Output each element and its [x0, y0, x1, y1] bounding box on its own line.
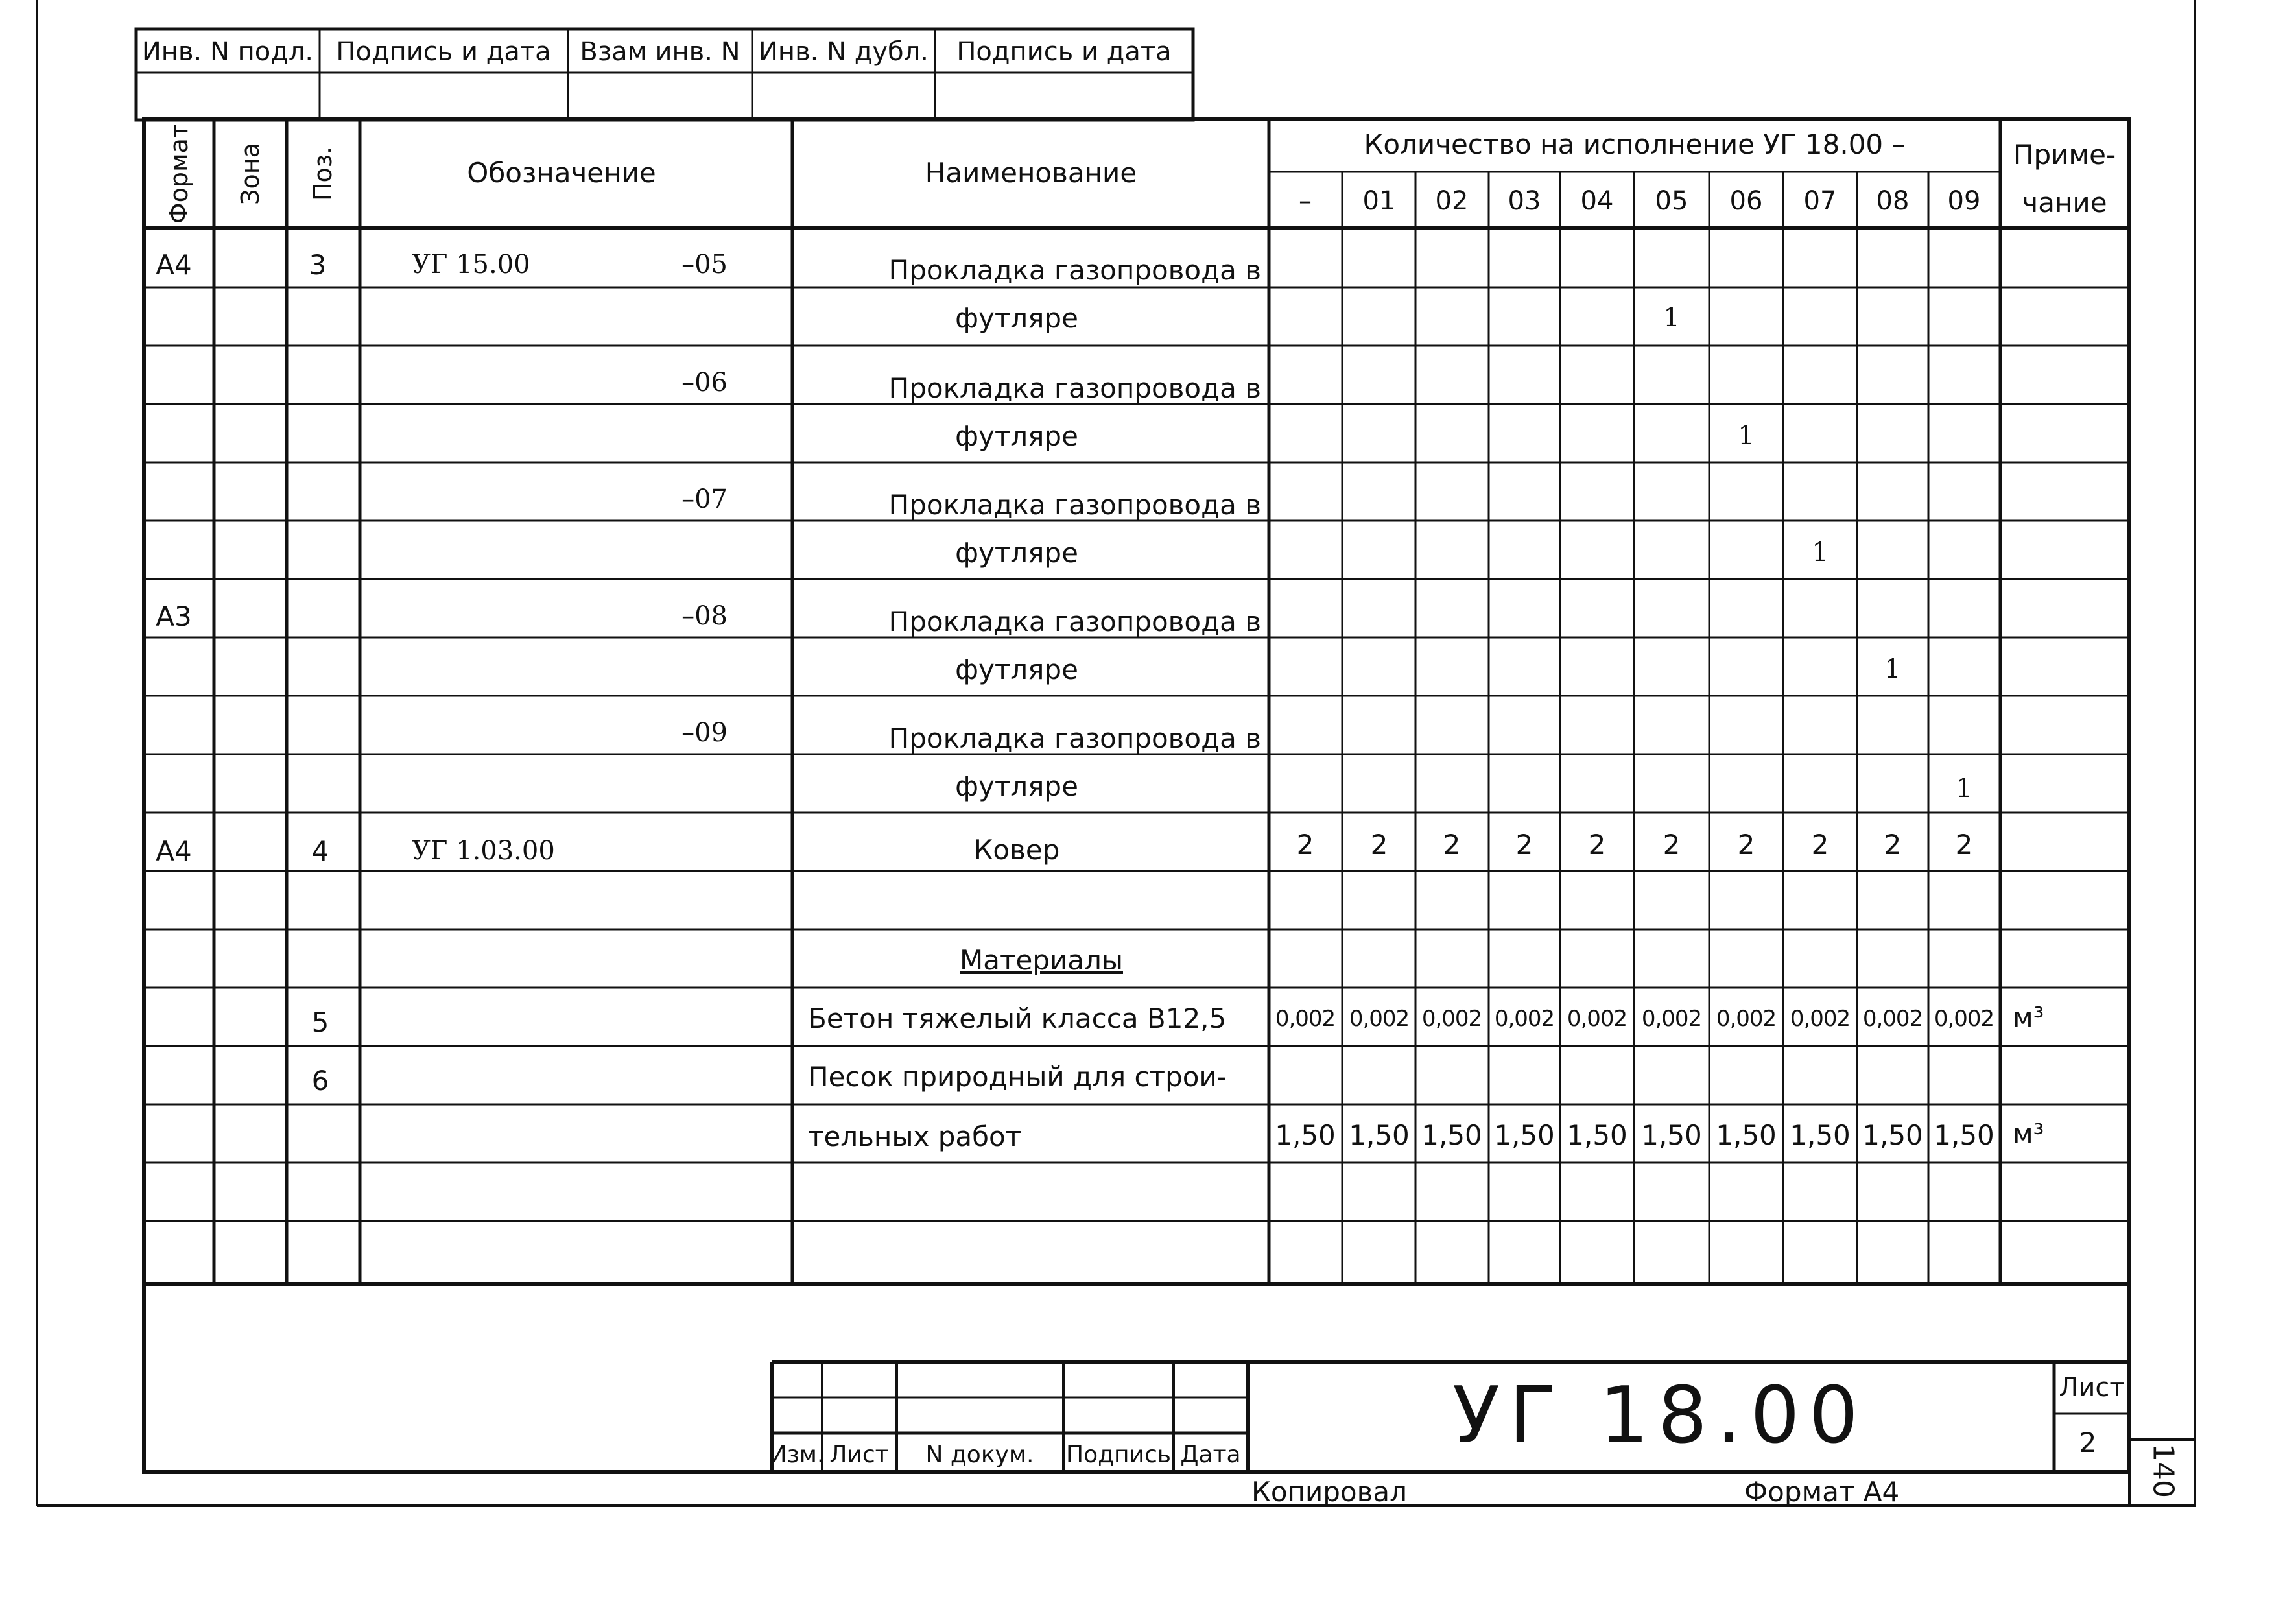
row14-qty-06: 0,002: [1716, 1006, 1777, 1032]
title-label-sheet: Лист: [829, 1442, 889, 1468]
sheet-label: Лист: [2059, 1373, 2125, 1403]
row16-qty-08: 1,50: [1862, 1119, 1923, 1151]
row9-name: Прокладка газопровода в: [888, 722, 1261, 754]
variant-07: 07: [1803, 186, 1837, 216]
row11-name: Ковер: [973, 834, 1060, 866]
row1-suffix: –05: [681, 250, 728, 279]
row6-name: футляре: [955, 537, 1078, 569]
row2-qty-05: 1: [1663, 303, 1680, 333]
variant-06: 06: [1729, 186, 1763, 216]
title-label-signature: Подпись: [1066, 1442, 1171, 1468]
row11-qty-09: 2: [1955, 829, 1973, 861]
row1-code: УГ 15.00: [412, 250, 530, 279]
row5-name: Прокладка газопровода в: [888, 489, 1261, 521]
row11-qty-05: 2: [1663, 829, 1681, 861]
row16-qty-06: 1,50: [1716, 1119, 1777, 1151]
row9-suffix: –09: [681, 718, 728, 748]
row11-qty-06: 2: [1737, 829, 1755, 861]
row14-qty-07: 0,002: [1790, 1006, 1851, 1032]
header-quantity: Количество на исполнение УГ 18.00 –: [1364, 128, 1906, 160]
title-label-change: Изм.: [769, 1442, 825, 1468]
title-label-doc-number: N докум.: [925, 1442, 1034, 1468]
variant-01: 01: [1362, 186, 1396, 216]
row5-suffix: –07: [681, 484, 728, 514]
header-zone: Зона: [236, 143, 265, 205]
row14-name: Бетон тяжелый класса В12,5: [808, 1003, 1227, 1034]
row1-position: 3: [309, 249, 327, 281]
row11-position: 4: [311, 835, 329, 867]
header-note-line2: чание: [2022, 187, 2107, 219]
row16-qty-base: 1,50: [1275, 1119, 1336, 1151]
row14-qty-09: 0,002: [1934, 1006, 1994, 1032]
stamp-signature-date-1: Подпись и дата: [336, 37, 551, 67]
row14-position: 5: [311, 1006, 329, 1038]
row4-qty-06: 1: [1738, 421, 1755, 451]
row16-qty-05: 1,50: [1641, 1119, 1702, 1151]
row7-name: Прокладка газопровода в: [888, 606, 1261, 637]
header-format: Формат: [165, 123, 193, 224]
row11-qty-07: 2: [1811, 829, 1829, 861]
row11-qty-08: 2: [1884, 829, 1902, 861]
header-name: Наименование: [925, 157, 1137, 189]
row3-name: Прокладка газопровода в: [888, 372, 1261, 404]
stamp-inv-duplicate: Инв. N дубл.: [759, 37, 929, 67]
row16-qty-03: 1,50: [1494, 1119, 1555, 1151]
row6-qty-07: 1: [1812, 538, 1829, 567]
row8-qty-08: 1: [1884, 654, 1901, 684]
footer-format: Формат А4: [1744, 1476, 1900, 1508]
page-number: 140: [2146, 1444, 2180, 1498]
row7-format: А3: [156, 600, 192, 632]
variant-03: 03: [1508, 186, 1541, 216]
row15-position: 6: [311, 1065, 329, 1097]
row1-name: Прокладка газопровода в: [888, 254, 1261, 286]
row4-name: футляре: [955, 420, 1078, 452]
row2-name: футляре: [955, 302, 1078, 334]
materials-heading: Материалы: [960, 944, 1123, 976]
variant-04: 04: [1580, 186, 1614, 216]
variant-base: –: [1299, 186, 1312, 216]
row16-qty-07: 1,50: [1790, 1119, 1851, 1151]
row7-suffix: –08: [681, 601, 728, 631]
variant-02: 02: [1435, 186, 1469, 216]
title-label-date: Дата: [1180, 1442, 1241, 1468]
row16-unit: м³: [2013, 1118, 2044, 1150]
stamp-signature-date-2: Подпись и дата: [956, 37, 1172, 67]
row3-suffix: –06: [681, 368, 728, 398]
variant-05: 05: [1655, 186, 1688, 216]
row11-code: УГ 1.03.00: [412, 836, 555, 866]
header-designation: Обозначение: [467, 157, 656, 189]
row15-name: Песок природный для строи-: [808, 1061, 1227, 1093]
row11-qty-03: 2: [1515, 829, 1533, 861]
row16-qty-09: 1,50: [1934, 1119, 1994, 1151]
variant-08: 08: [1876, 186, 1910, 216]
row14-qty-03: 0,002: [1494, 1006, 1555, 1032]
header-note-line1: Приме-: [2013, 139, 2116, 171]
row14-qty-base: 0,002: [1275, 1006, 1336, 1032]
row16-qty-04: 1,50: [1567, 1119, 1627, 1151]
row16-qty-02: 1,50: [1421, 1119, 1482, 1151]
row11-qty-base: 2: [1296, 829, 1314, 861]
stamp-replacement-inv: Взам инв. N: [580, 37, 740, 67]
row16-qty-01: 1,50: [1349, 1119, 1410, 1151]
row11-qty-04: 2: [1588, 829, 1606, 861]
row16-name: тельных работ: [808, 1121, 1022, 1152]
stamp-inv-original: Инв. N подл.: [141, 37, 314, 67]
header-position: Поз.: [309, 146, 337, 202]
row8-name: футляре: [955, 654, 1078, 685]
row14-qty-02: 0,002: [1421, 1006, 1482, 1032]
row10-name: футляре: [955, 770, 1078, 802]
row14-qty-05: 0,002: [1641, 1006, 1702, 1032]
row14-qty-04: 0,002: [1567, 1006, 1627, 1032]
row10-qty-09: 1: [1956, 774, 1972, 803]
footer-copied: Копировал: [1251, 1476, 1407, 1508]
row11-qty-01: 2: [1370, 829, 1388, 861]
row1-format: А4: [156, 249, 192, 281]
document-designation: УГ 18.00: [1452, 1371, 1867, 1461]
row14-unit: м³: [2013, 1001, 2044, 1033]
row11-qty-02: 2: [1443, 829, 1461, 861]
sheet-number: 2: [2079, 1427, 2097, 1458]
row11-format: А4: [156, 835, 192, 867]
row14-qty-08: 0,002: [1862, 1006, 1923, 1032]
row14-qty-01: 0,002: [1349, 1006, 1410, 1032]
variant-09: 09: [1947, 186, 1981, 216]
